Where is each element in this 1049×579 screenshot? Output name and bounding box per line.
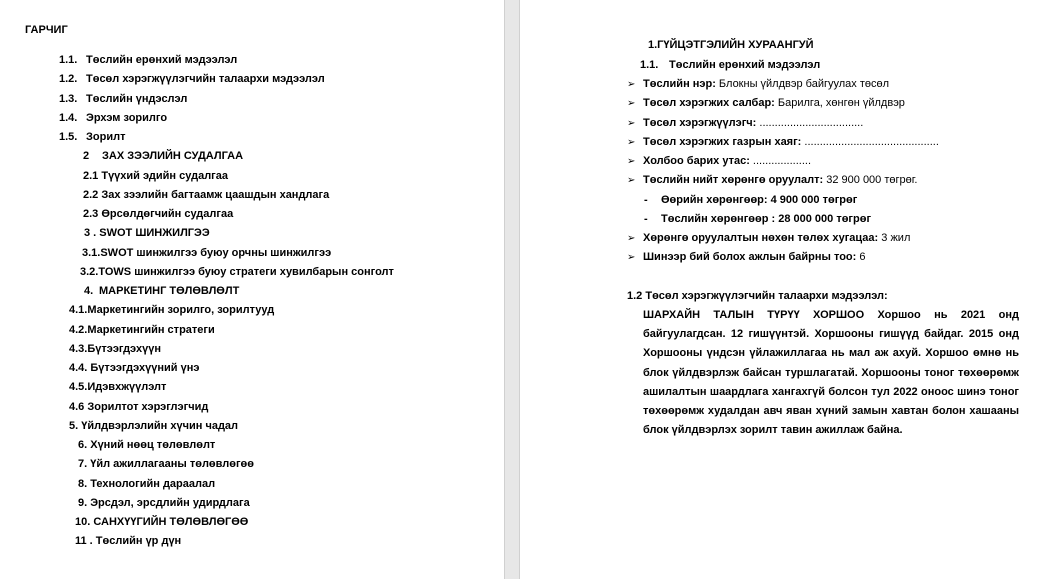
dash-bullet: -: [644, 194, 648, 206]
info-item: Төслийн нэр: Блокны үйлдвэр байгуулах төсөл: [643, 78, 890, 90]
info-item: Төслийн нийт хөрөнгө оруулалт: 32 900 000 төгрөг.: [643, 174, 918, 186]
arrow-bullet-icon: ➢: [627, 156, 636, 167]
info-item: Хөрөнгө оруулалтын нөхөн төлөх хугацаа: 3 жил: [643, 232, 911, 244]
section-title: 1.ГҮЙЦЭТГЭЛИЙН ХУРААНГУЙ: [648, 39, 814, 51]
arrow-bullet-icon: ➢: [627, 233, 636, 244]
toc-entry[interactable]: 1.5. Зорилт: [59, 131, 126, 143]
toc-entry[interactable]: 4.6 Зорилтот хэрэглэгчид: [69, 401, 209, 413]
page-gutter-scrollbar[interactable]: [504, 0, 520, 579]
toc-entry[interactable]: 4.5.Идэвхжүүлэлт: [69, 381, 167, 393]
toc-entry[interactable]: 5. Үйлдвэрлэлийн хүчин чадал: [69, 420, 239, 432]
toc-entry[interactable]: 1.4. Эрхэм зорилго: [59, 112, 168, 124]
toc-entry[interactable]: 2 ЗАХ ЗЭЭЛИЙН СУДАЛГАА: [83, 150, 244, 162]
info-subitem: Төслийн хөрөнгөөр : 28 000 000 төгрөг: [661, 213, 872, 225]
toc-entry[interactable]: 1.1. Төслийн ерөнхий мэдээлэл: [59, 54, 238, 66]
subsection-title: 1.1. Төслийн ерөнхий мэдээлэл: [640, 59, 821, 71]
left-page: [0, 0, 504, 579]
toc-entry[interactable]: 4.2.Маркетингийн стратеги: [69, 324, 215, 336]
toc-entry[interactable]: 4.4. Бүтээгдэхүүний үнэ: [69, 362, 200, 374]
toc-entry[interactable]: 7. Үйл ажиллагааны төлөвлөгөө: [78, 458, 254, 470]
arrow-bullet-icon: ➢: [627, 252, 636, 263]
toc-entry[interactable]: 11 . Төслийн үр дүн: [75, 535, 182, 547]
toc-entry[interactable]: 2.3 Өрсөлдөгчийн судалгаа: [83, 208, 234, 220]
toc-entry[interactable]: 10. САНХҮҮГИЙН ТӨЛӨВЛӨГӨӨ: [75, 516, 249, 528]
info-item: Холбоо барих утас: ...................: [643, 155, 811, 167]
company-description: ШАРХАЙН ТАЛЫН ТҮРҮҮ ХОРШОО Хоршоо нь 2021 онд байгуулагдсан. 12 гишүүнтэй. Хоршооны гишүүд байдаг. 2015 онд Хоршооны үндсэн үйлажиллагаа нь мал аж ахуй. Хоршоо өмнө нь блок үйлдвэрлэж байсан туршлагатай. Хоршооны тоног төхөөрөмж ашилалтын шаардлага хангахгүй болсон тул 2022 оноос шинэ тоног төхөөрөмж худалдан авч яван хүний замын хавтан болон хашааны блок үйлдвэрлэх зорилт тавин ажиллаж байна.: [643, 309, 1019, 437]
toc-entry[interactable]: 4.1.Маркетингийн зорилго, зорилтууд: [69, 304, 275, 316]
toc-entry[interactable]: 2.2 Зах зээлийн багтаамж цаашдын хандлага: [83, 189, 330, 201]
toc-entry[interactable]: 3.2.TOWS шинжилгээ буюу стратеги хувилбарын сонголт: [80, 266, 394, 278]
info-item: Төсөл хэрэгжих газрын хаяг: ............................................: [643, 136, 939, 148]
toc-entry[interactable]: 4.3.Бүтээгдэхүүн: [69, 343, 161, 355]
arrow-bullet-icon: ➢: [627, 98, 636, 109]
toc-entry[interactable]: 2.1 Түүхий эдийн судалгаа: [83, 170, 229, 182]
dash-bullet: -: [644, 213, 648, 225]
info-subitem: Өөрийн хөрөнгөөр: 4 900 000 төгрөг: [661, 194, 858, 206]
section-1-2-title: 1.2 Төсөл хэрэгжүүлэгчийн талаархи мэдээлэл:: [627, 290, 888, 302]
arrow-bullet-icon: ➢: [627, 79, 636, 90]
arrow-bullet-icon: ➢: [627, 175, 636, 186]
info-item: Шинээр бий болох ажлын байрны тоо: 6: [643, 251, 866, 263]
toc-entry[interactable]: 3 . SWOT ШИНЖИЛГЭЭ: [84, 227, 210, 239]
info-item: Төсөл хэрэгжүүлэгч: ..................................: [643, 117, 864, 129]
arrow-bullet-icon: ➢: [627, 137, 636, 148]
toc-entry[interactable]: 4. МАРКЕТИНГ ТӨЛӨВЛӨЛТ: [84, 285, 240, 297]
toc-entry[interactable]: 6. Хүний нөөц төлөвлөлт: [78, 439, 216, 451]
toc-entry[interactable]: 1.3. Төслийн үндэслэл: [59, 93, 188, 105]
toc-entry[interactable]: 8. Технологийн дараалал: [78, 478, 216, 490]
info-item: Төсөл хэрэгжих салбар: Барилга, хөнгөн үйлдвэр: [643, 97, 905, 109]
toc-heading: ГАРЧИГ: [25, 24, 68, 36]
toc-entry[interactable]: 1.2. Төсөл хэрэгжүүлэгчийн талаархи мэдээлэл: [59, 73, 325, 85]
toc-entry[interactable]: 9. Эрсдэл, эрсдлийн удирдлага: [78, 497, 250, 509]
arrow-bullet-icon: ➢: [627, 118, 636, 129]
toc-entry[interactable]: 3.1.SWOT шинжилгээ буюу орчны шинжилгээ: [82, 247, 332, 259]
